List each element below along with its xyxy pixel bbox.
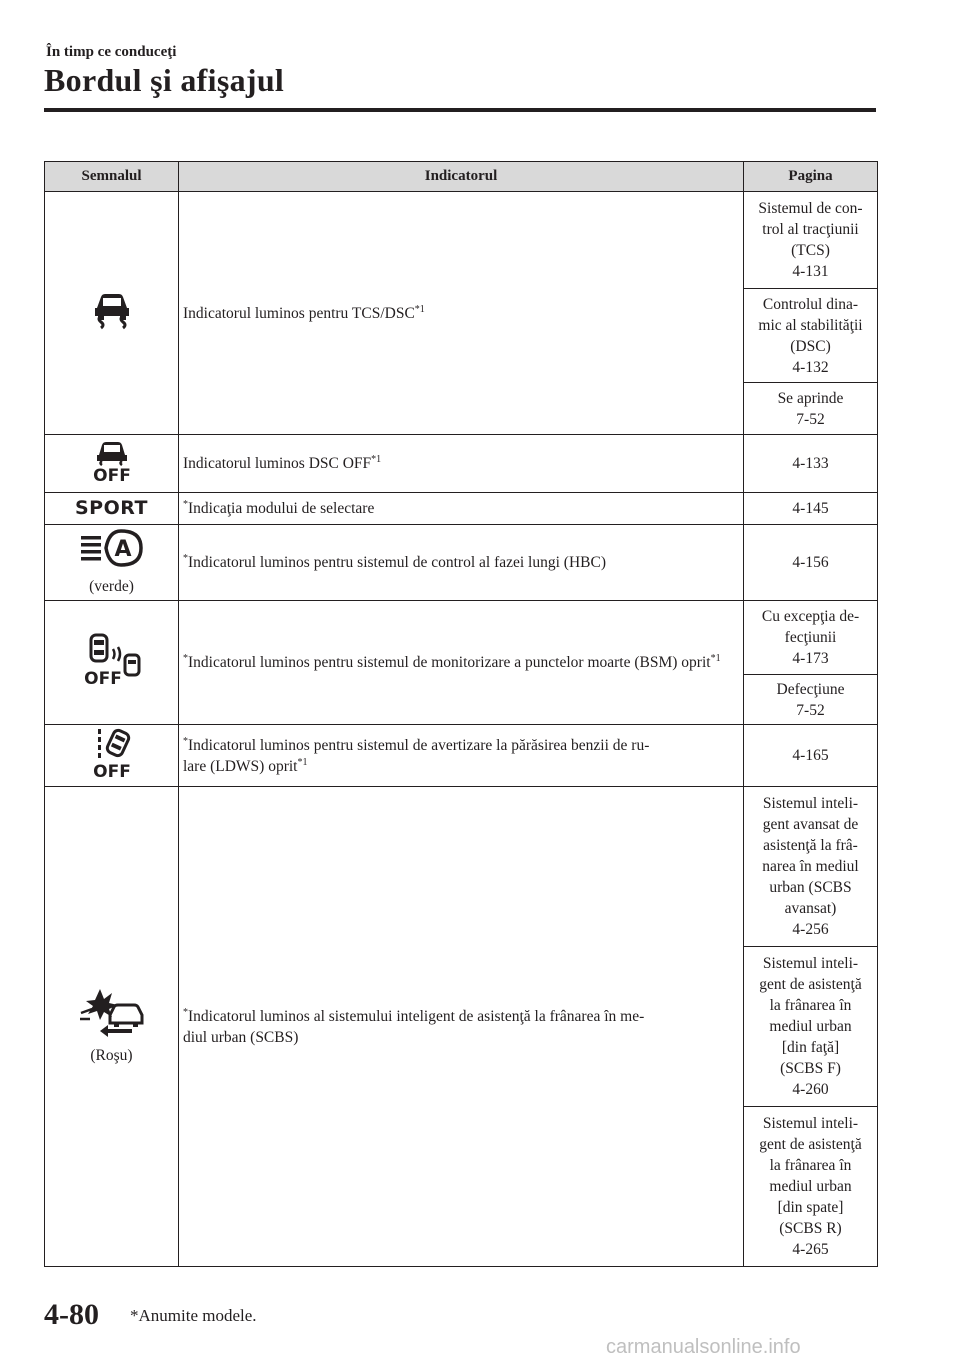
icon-letter: A [113, 537, 132, 562]
indicator-text: Indicatorul luminos pentru sistemul de monitorizare a punctelor moarte (BSM) oprit [188, 654, 711, 671]
table-row [45, 787, 878, 947]
ldws-off-icon [86, 727, 138, 785]
table-row [45, 601, 878, 675]
indicator-text: Indicatorul luminos pentru sistemul de control al fazei lungi (HBC) [188, 554, 606, 571]
signal-cell [45, 192, 179, 435]
indicator-text: Indicatorul luminos pentru sistemul de avertizare la părăsirea benzii de ru- lare (LDWS) oprit [183, 736, 650, 775]
signal-cell [45, 601, 179, 725]
hbc-auto-high-beam-icon [79, 528, 145, 574]
table-header-row [45, 162, 878, 192]
column-header-signal: Semnalul [45, 162, 179, 192]
indicator-cell [179, 725, 744, 787]
page-cell: 4-145 [744, 493, 878, 525]
page-cell: Sistemul de con- trol al tracţiunii (TCS) 4-131 [744, 192, 878, 289]
signal-caption: (verde) [89, 578, 134, 595]
page-cell: Defecţiune 7-52 [744, 675, 878, 725]
signal-cell [45, 435, 179, 493]
page-cell: Sistemul inteli- gent de asistenţă la frânarea în mediul urban [din faţă] (SCBS F) 4-260 [744, 947, 878, 1107]
scbs-collision-icon [78, 987, 146, 1043]
table-row [45, 493, 878, 525]
footnote-marker: *1 [710, 652, 721, 664]
page-cell: Se aprinde 7-52 [744, 383, 878, 435]
indicator-cell [179, 192, 744, 435]
icon-off-text: OFF [92, 761, 131, 779]
signal-cell [45, 725, 179, 787]
indicator-cell [179, 525, 744, 601]
indicator-text: Indicatorul luminos pentru TCS/DSC [183, 304, 415, 322]
icon-off-text: OFF [92, 465, 131, 483]
signal-cell [45, 493, 179, 525]
table-row [45, 192, 878, 289]
signal-cell [45, 787, 179, 1267]
indicator-text: Indicatorul luminos DSC OFF [183, 455, 372, 472]
dsc-off-icon [86, 439, 138, 489]
table-row [45, 435, 878, 493]
page-cell: Cu excepţia de- fecţiunii 4-173 [744, 601, 878, 675]
model-marker: * [183, 552, 188, 564]
sport-mode-icon: SPORT [75, 497, 148, 520]
bsm-off-icon [81, 633, 143, 693]
model-marker: * [183, 1006, 188, 1018]
chapter-title: Bordul şi afişajul [44, 62, 285, 98]
model-marker: * [183, 652, 188, 664]
indicator-text: Indicaţia modului de selectare [188, 500, 375, 517]
footnote: *Anumite modele. [130, 1306, 257, 1325]
footnote-marker: *1 [414, 303, 425, 315]
model-marker: * [183, 498, 188, 510]
page-cell: 4-165 [744, 725, 878, 787]
section-label: În timp ce conduceţi [46, 44, 177, 60]
model-marker: * [183, 735, 188, 747]
page-number: 4-80 [44, 1298, 99, 1331]
header-rule [44, 108, 876, 112]
indicator-cell [179, 601, 744, 725]
column-header-page: Pagina [744, 162, 878, 192]
page-cell: Sistemul inteli- gent de asistenţă la frânarea în mediul urban [din spate] (SCBS R) 4-265 [744, 1107, 878, 1267]
page-cell: Sistemul inteli- gent avansat de asistenţă la frâ- narea în mediul urban (SCBS avansat) 4-256 [744, 787, 878, 947]
indicator-cell [179, 435, 744, 493]
signal-cell [45, 525, 179, 601]
table-row [45, 725, 878, 787]
indicator-table [44, 161, 878, 1267]
icon-off-text: OFF [83, 668, 122, 687]
watermark: carmanualsonline.info [606, 1336, 801, 1358]
column-header-indicator: Indicatorul [179, 162, 744, 192]
indicator-cell [179, 493, 744, 525]
tcs-dsc-skid-car-icon [87, 288, 137, 338]
page-cell: 4-156 [744, 525, 878, 601]
indicator-cell [179, 787, 744, 1267]
page-cell: Controlul dina- mic al stabilităţii (DSC) 4-132 [744, 289, 878, 383]
page-cell: 4-133 [744, 435, 878, 493]
footnote-marker: *1 [297, 756, 308, 768]
signal-caption: (Roşu) [90, 1047, 133, 1064]
indicator-text: Indicatorul luminos al sistemului inteligent de asistenţă la frânarea în me- diul urban (SCBS) [183, 1007, 645, 1046]
table-row [45, 525, 878, 601]
footnote-marker: *1 [371, 453, 382, 465]
